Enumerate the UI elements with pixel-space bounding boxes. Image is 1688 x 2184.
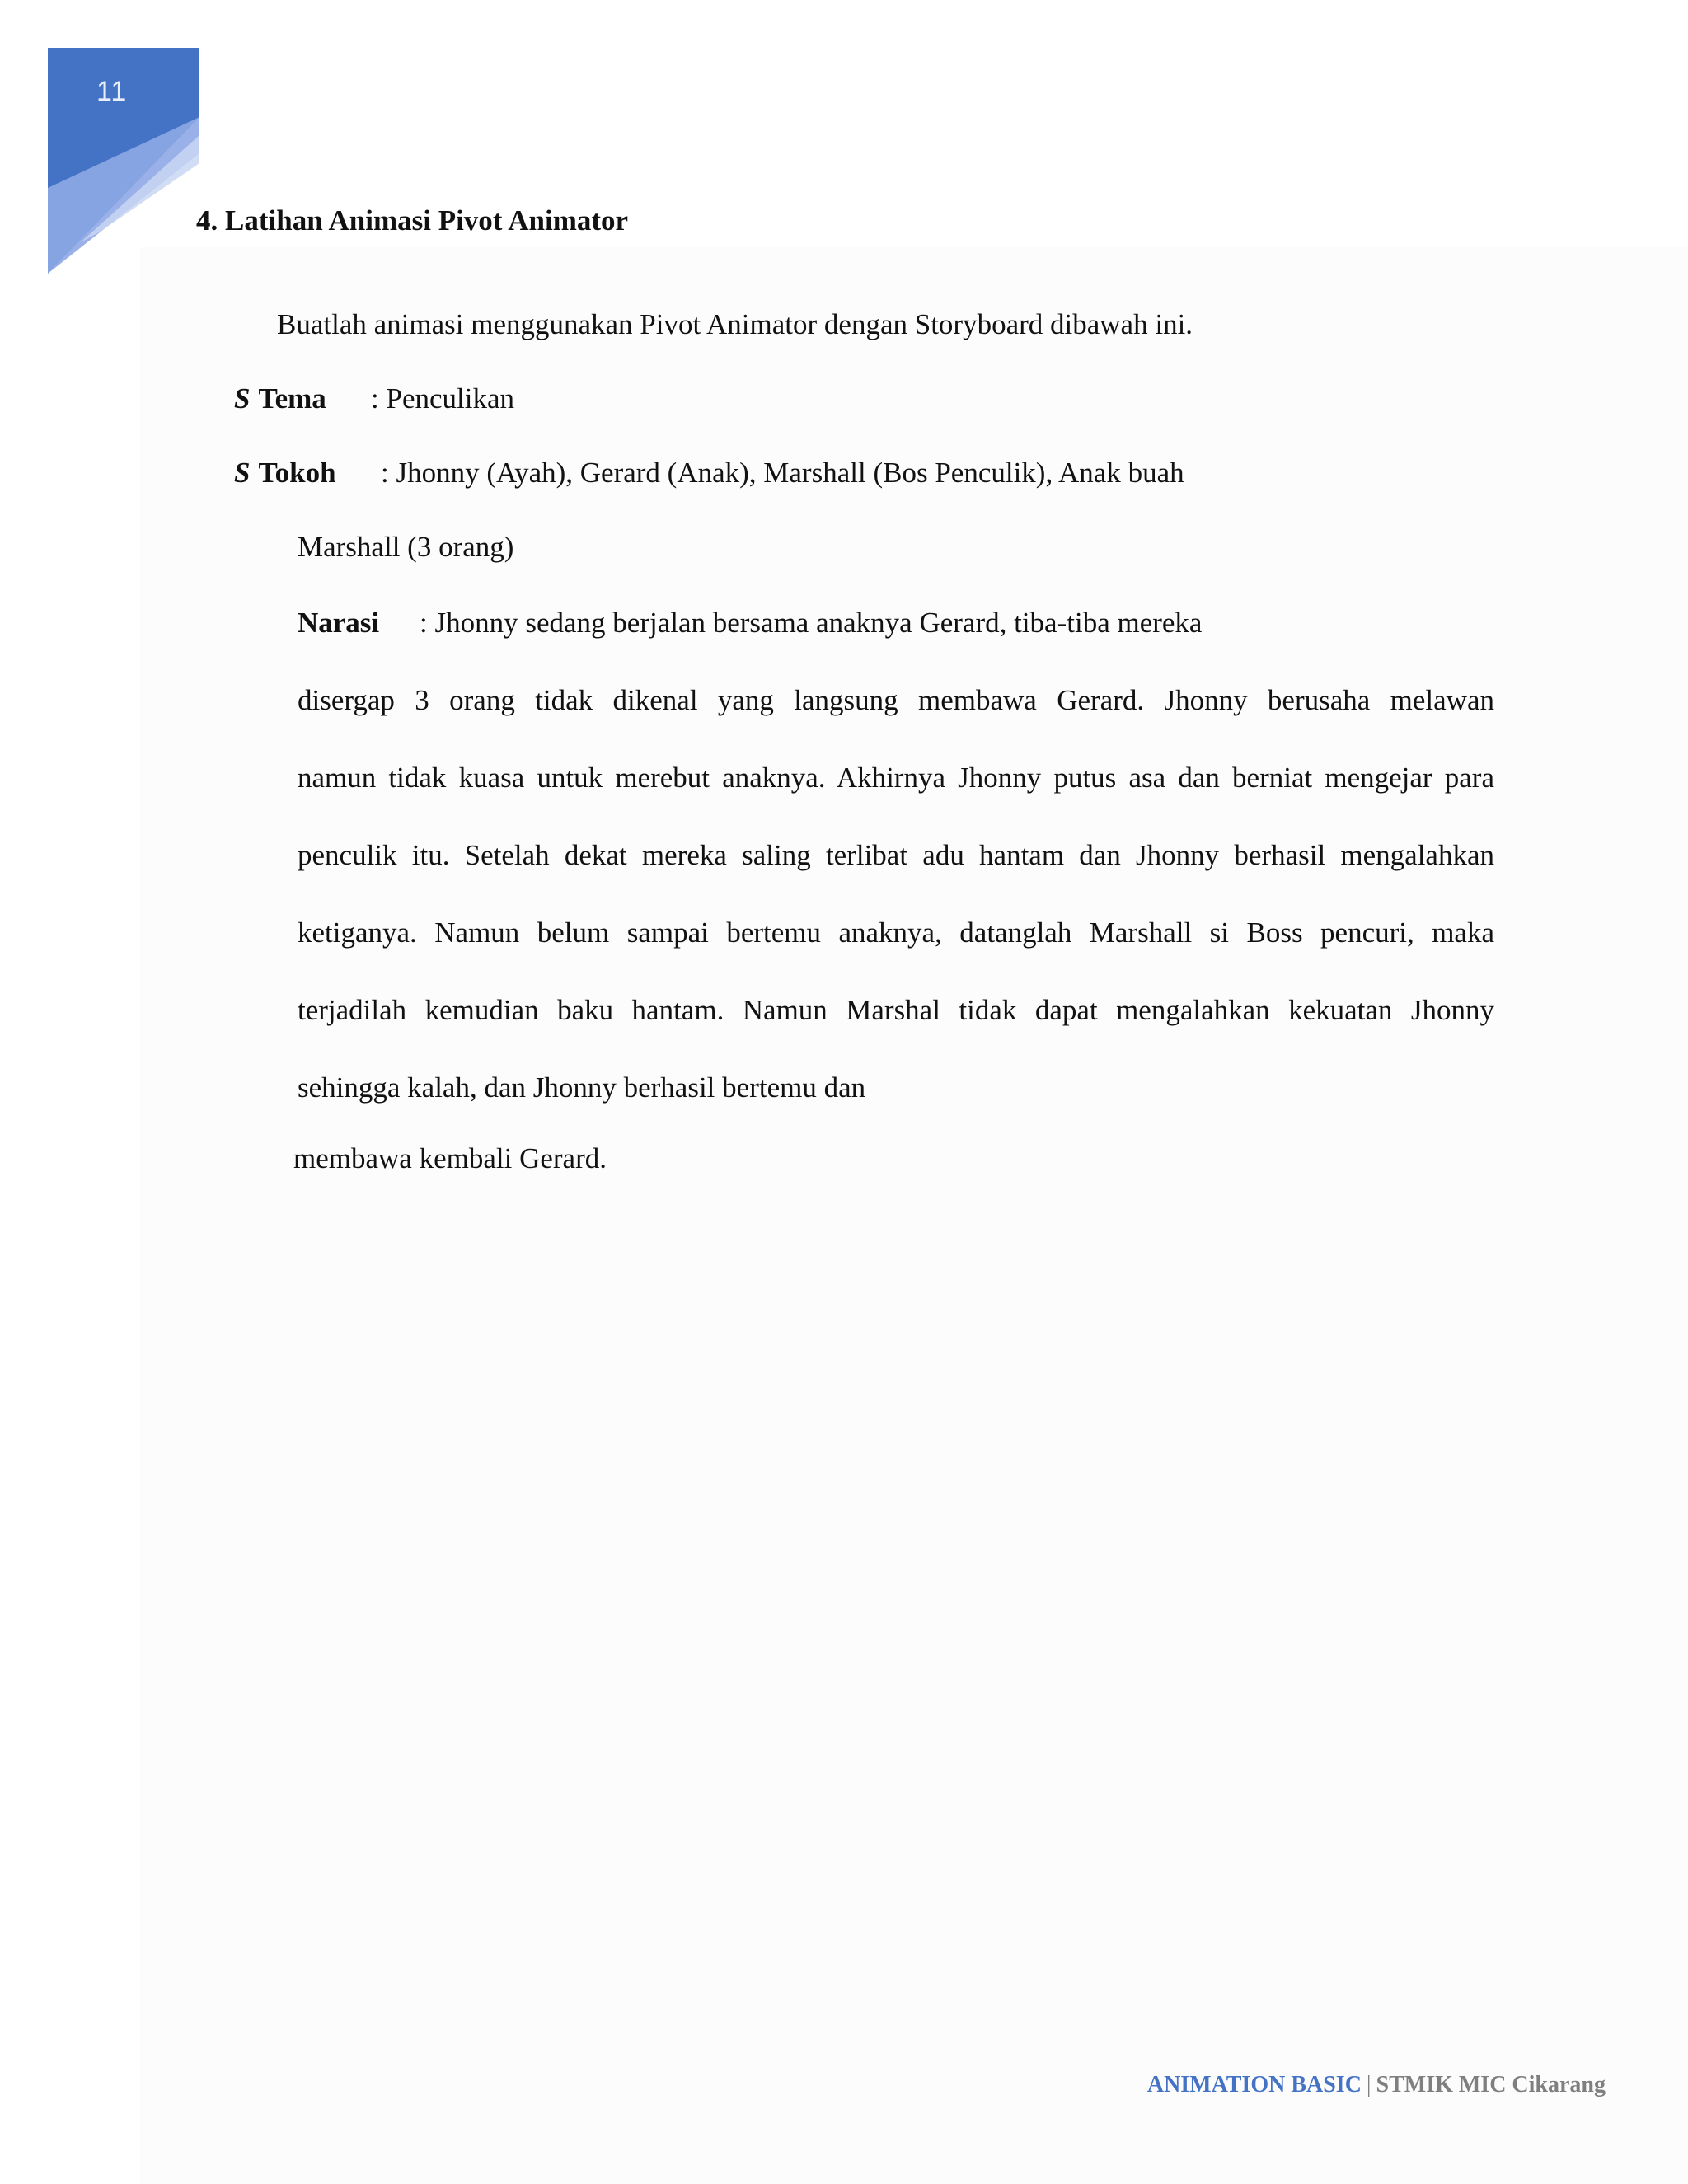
- narasi-line: namun tidak kuasa untuk merebut anaknya. Akhirnya Jhonny putus asa dan berniat mengejar para: [298, 762, 1494, 794]
- narasi-line: terjadilah kemudian baku hantam. Namun Marshal tidak dapat mengalahkan kekuatan Jhonny: [298, 994, 1494, 1026]
- tema-label-group: [234, 381, 371, 417]
- tema-label: Tema: [258, 382, 326, 415]
- tokoh-row: [234, 455, 1184, 491]
- narasi-first-line: : Jhonny sedang berjalan bersama anaknya Gerard, tiba-tiba mereka: [420, 607, 1203, 639]
- intro-text: Buatlah animasi menggunakan Pivot Animator dengan Storyboard dibawah ini.: [277, 308, 1193, 340]
- page-footer: [1147, 2072, 1606, 2098]
- narasi-final-line: membawa kembali Gerard.: [293, 1142, 607, 1174]
- tema-value: : Penculikan: [371, 382, 514, 415]
- tokoh-continuation: Marshall (3 orang): [298, 531, 514, 563]
- section-title: 4. Latihan Animasi Pivot Animator: [196, 204, 629, 237]
- tema-row: [234, 381, 514, 417]
- narasi-line: penculik itu. Setelah dekat mereka saling terlibat adu hantam dan Jhonny berhasil mengalahkan: [298, 839, 1494, 871]
- footer-separator: |: [1366, 2072, 1372, 2097]
- bullet-icon: S: [234, 457, 251, 489]
- narasi-line: disergap 3 orang tidak dikenal yang langsung membawa Gerard. Jhonny berusaha melawan: [298, 684, 1494, 716]
- footer-school: STMIK MIC Cikarang: [1376, 2072, 1606, 2097]
- narasi-line: ketiganya. Namun belum sampai bertemu anaknya, datanglah Marshall si Boss pencuri, maka: [298, 916, 1494, 949]
- narasi-row: [298, 605, 1202, 641]
- footer-course: ANIMATION BASIC: [1146, 2072, 1362, 2097]
- page-number: 11: [96, 76, 128, 107]
- tokoh-label: Tokoh: [258, 457, 336, 489]
- tokoh-label-group: [234, 455, 381, 491]
- tokoh-value: : Jhonny (Ayah), Gerard (Anak), Marshall (Bos Penculik), Anak buah: [381, 457, 1184, 489]
- narasi-line: sehingga kalah, dan Jhonny berhasil bertemu dan: [298, 1071, 866, 1104]
- narasi-label: Narasi: [298, 607, 380, 639]
- bullet-icon: S: [234, 382, 251, 415]
